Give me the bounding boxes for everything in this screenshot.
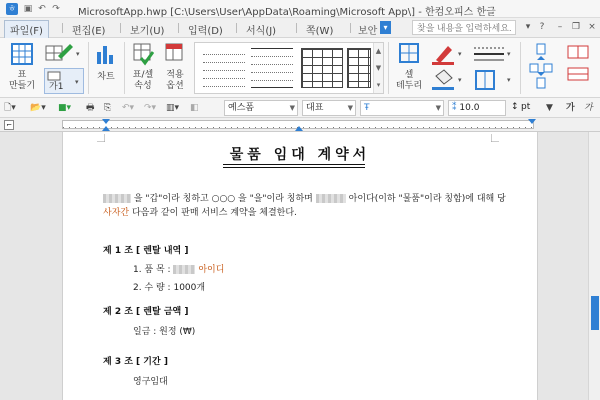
- menu-bar: [0, 18, 600, 38]
- ribbon-separator: [124, 42, 125, 94]
- help-search-input[interactable]: [412, 20, 516, 35]
- scrollbar-thumb[interactable]: [591, 296, 599, 330]
- table-cell-label-2: 속성: [134, 81, 152, 91]
- item-label: 1. 품 목 :: [133, 265, 171, 275]
- char-style-button[interactable]: [44, 68, 84, 94]
- first-line-indent-marker[interactable]: [102, 119, 110, 124]
- font-language-value: 대표: [306, 103, 324, 113]
- redacted-text: [173, 265, 195, 274]
- cell-insert-button[interactable]: [526, 42, 556, 94]
- font-size-stepper[interactable]: ↕: [511, 102, 519, 112]
- menu-separator: [178, 23, 179, 33]
- table-icon: [10, 42, 34, 66]
- menu-insert[interactable]: 입력(D): [188, 26, 223, 37]
- help-icon[interactable]: ?: [539, 22, 545, 32]
- item-value: 아이디: [198, 265, 225, 275]
- draw-table-button[interactable]: [44, 42, 84, 64]
- chart-button[interactable]: [92, 42, 120, 94]
- vertical-scrollbar[interactable]: [588, 132, 600, 400]
- table-style-grid-2[interactable]: [347, 48, 371, 88]
- redo-icon[interactable]: ↷: [52, 4, 60, 14]
- svg-text:▾: ▾: [76, 50, 80, 58]
- chevron-down-icon: ▼: [347, 104, 353, 112]
- undo-icon[interactable]: ↶▾: [122, 103, 135, 113]
- merge-cells-icon: [564, 42, 594, 94]
- font-language-select[interactable]: [302, 100, 356, 116]
- table-style-dotted[interactable]: [203, 48, 245, 88]
- char-style-label: 가1: [49, 82, 64, 92]
- apply-options-label-2: 옵션: [166, 81, 184, 91]
- margin-corner-mark: [97, 134, 105, 142]
- intro-text-2-orange: 사자간: [103, 208, 130, 218]
- svg-text:▾: ▾: [458, 76, 462, 84]
- box-icon: [47, 71, 61, 81]
- intro-text-1b: 아이다(이하 "물품"이라 칭함)에 대해 당: [348, 194, 506, 204]
- menu-format[interactable]: 서식(J): [246, 26, 277, 37]
- menu-view[interactable]: 보기(U): [130, 26, 165, 37]
- intro-text-2-rest: 다음과 같이 판매 서비스 계약을 체결한다.: [129, 208, 297, 218]
- ruler-tab-marker[interactable]: [295, 126, 303, 131]
- line-style-button[interactable]: [470, 42, 514, 66]
- cell-border-label-2: 테두리: [395, 81, 423, 91]
- menu-separator: [236, 23, 237, 33]
- cell-border-button[interactable]: [392, 42, 426, 94]
- preview-icon[interactable]: ⎘: [104, 103, 112, 113]
- intro-text-1a: 을 "갑"이라 칭하고 ○○○ 을 "을"이라 칭하며: [133, 194, 313, 204]
- apply-options-label-1: 적용: [166, 70, 184, 80]
- bold-button[interactable]: 가: [566, 103, 575, 113]
- pencil-table-icon: [44, 42, 84, 64]
- menu-security[interactable]: 보안: [358, 26, 378, 37]
- apply-options-button[interactable]: [160, 42, 190, 94]
- undo-icon[interactable]: ↶: [38, 4, 46, 14]
- document-page[interactable]: [62, 132, 538, 400]
- new-document-icon[interactable]: 🗋▾: [4, 103, 16, 113]
- chevron-down-icon: ▼: [289, 104, 295, 112]
- insert-arrows-icon: [528, 42, 554, 94]
- intro-line-1: [103, 192, 506, 206]
- line-style-icon: [470, 42, 514, 66]
- redacted-text: [103, 194, 131, 203]
- ribbon-expand-button[interactable]: ▾: [380, 21, 391, 34]
- font-size-input[interactable]: [448, 100, 506, 116]
- table-cell-label-1: 표/셀: [132, 70, 154, 80]
- ruler: [0, 118, 600, 132]
- restore-icon[interactable]: ❐: [571, 22, 581, 32]
- section-heading-3: 제 3 조 [ 기간 ]: [103, 357, 168, 367]
- left-indent-marker[interactable]: [102, 126, 110, 131]
- table-check-icon: [132, 42, 154, 66]
- pen-icon: [430, 42, 466, 66]
- font-name-select[interactable]: [360, 100, 444, 116]
- open-folder-icon[interactable]: 📂▾: [30, 103, 46, 113]
- chevron-down-icon: ▾: [75, 78, 79, 86]
- svg-text:▾: ▾: [458, 50, 462, 58]
- section-1-item-2: [133, 280, 205, 293]
- redo-icon[interactable]: ↷▾: [144, 103, 157, 113]
- search-dropdown-icon[interactable]: ▾: [525, 22, 531, 32]
- shape-icon[interactable]: ◧: [190, 103, 199, 113]
- cell-merge-button[interactable]: [560, 42, 596, 94]
- title-bar: [0, 0, 600, 18]
- fill-color-button[interactable]: [430, 68, 466, 92]
- size-unit-dropdown-icon[interactable]: ▼: [546, 103, 553, 113]
- table-style-grid[interactable]: [301, 48, 343, 88]
- save-icon[interactable]: ▣: [23, 4, 33, 14]
- paint-bucket-icon: [430, 68, 466, 92]
- clipboard-icon[interactable]: ▥▾: [166, 103, 180, 113]
- section-heading-1: 제 1 조 [ 렌탈 내역 ]: [103, 246, 189, 256]
- table-make-label-1: 표: [17, 70, 27, 80]
- font-size-icon: ⁑: [452, 103, 457, 113]
- menu-page[interactable]: 쪽(W): [306, 26, 334, 37]
- format-toolbar: [0, 98, 600, 118]
- border-color-button[interactable]: [430, 42, 466, 66]
- table-apply-icon: [164, 42, 186, 66]
- menu-separator: [350, 23, 351, 33]
- print-icon[interactable]: 🖶: [86, 103, 95, 113]
- item-value: 1000개: [173, 283, 206, 293]
- item-label: 2. 수 량 :: [133, 283, 171, 293]
- document-title: 물품 임대 계약서: [229, 147, 371, 163]
- menu-separator: [62, 23, 63, 33]
- redacted-text: [316, 194, 346, 203]
- ribbon-separator: [88, 42, 89, 94]
- cell-border-label-1: 셀: [404, 70, 414, 80]
- table-style-gallery[interactable]: [194, 42, 384, 94]
- document-workspace: [0, 132, 588, 400]
- section-heading-2: 제 2 조 [ 렌탈 금액 ]: [103, 307, 189, 317]
- chart-label: 차트: [97, 72, 115, 82]
- table-style-lined[interactable]: [251, 48, 293, 88]
- svg-text:▾: ▾: [507, 76, 511, 84]
- border-type-button[interactable]: [470, 68, 514, 92]
- table-make-button[interactable]: [4, 42, 40, 94]
- tab-type-selector[interactable]: ⌐: [4, 120, 14, 130]
- close-icon[interactable]: ×: [588, 22, 596, 32]
- table-cell-props-button[interactable]: [128, 42, 158, 94]
- gallery-scroll[interactable]: ▲ ▼ ▾: [373, 43, 383, 93]
- save-icon[interactable]: ■▾: [58, 103, 72, 113]
- svg-text:▾: ▾: [507, 50, 511, 58]
- section-3-item-1: 영구임대: [133, 377, 168, 387]
- right-indent-marker[interactable]: [528, 119, 536, 124]
- menu-edit[interactable]: 편집(E): [72, 26, 106, 37]
- font-size-value: 10.0: [459, 103, 480, 113]
- section-2-item-1: 일금 : 원정 (₩): [133, 327, 196, 337]
- ribbon: [0, 38, 600, 98]
- ribbon-separator: [388, 42, 389, 94]
- hancom-app-icon: ㅎ: [6, 3, 18, 15]
- style-value: 예스폼: [228, 103, 255, 113]
- menu-separator: [296, 23, 297, 33]
- window-title: MicrosoftApp.hwp [C:\Users\User\AppData\Roaming\Microsoft App\] - 한컴오피스 한글: [78, 7, 496, 18]
- ribbon-separator: [520, 42, 521, 94]
- chevron-down-icon: ▼: [435, 104, 441, 112]
- size-unit: pt: [521, 102, 531, 112]
- menu-file[interactable]: 파일(F): [4, 20, 49, 39]
- style-select[interactable]: [224, 100, 298, 116]
- cell-border-icon: [398, 42, 420, 66]
- italic-button[interactable]: 가: [584, 103, 593, 113]
- table-make-label-2: 만들기: [8, 81, 36, 91]
- section-1-item-1: [133, 262, 224, 275]
- minimize-icon[interactable]: –: [557, 22, 563, 32]
- truetype-icon: Ŧ: [364, 103, 370, 113]
- title-double-underline: [223, 164, 365, 168]
- margin-corner-mark: [491, 134, 499, 142]
- border-type-icon: [470, 68, 514, 92]
- intro-line-2: [103, 206, 297, 220]
- bar-chart-icon: [95, 42, 117, 66]
- menu-separator: [120, 23, 121, 33]
